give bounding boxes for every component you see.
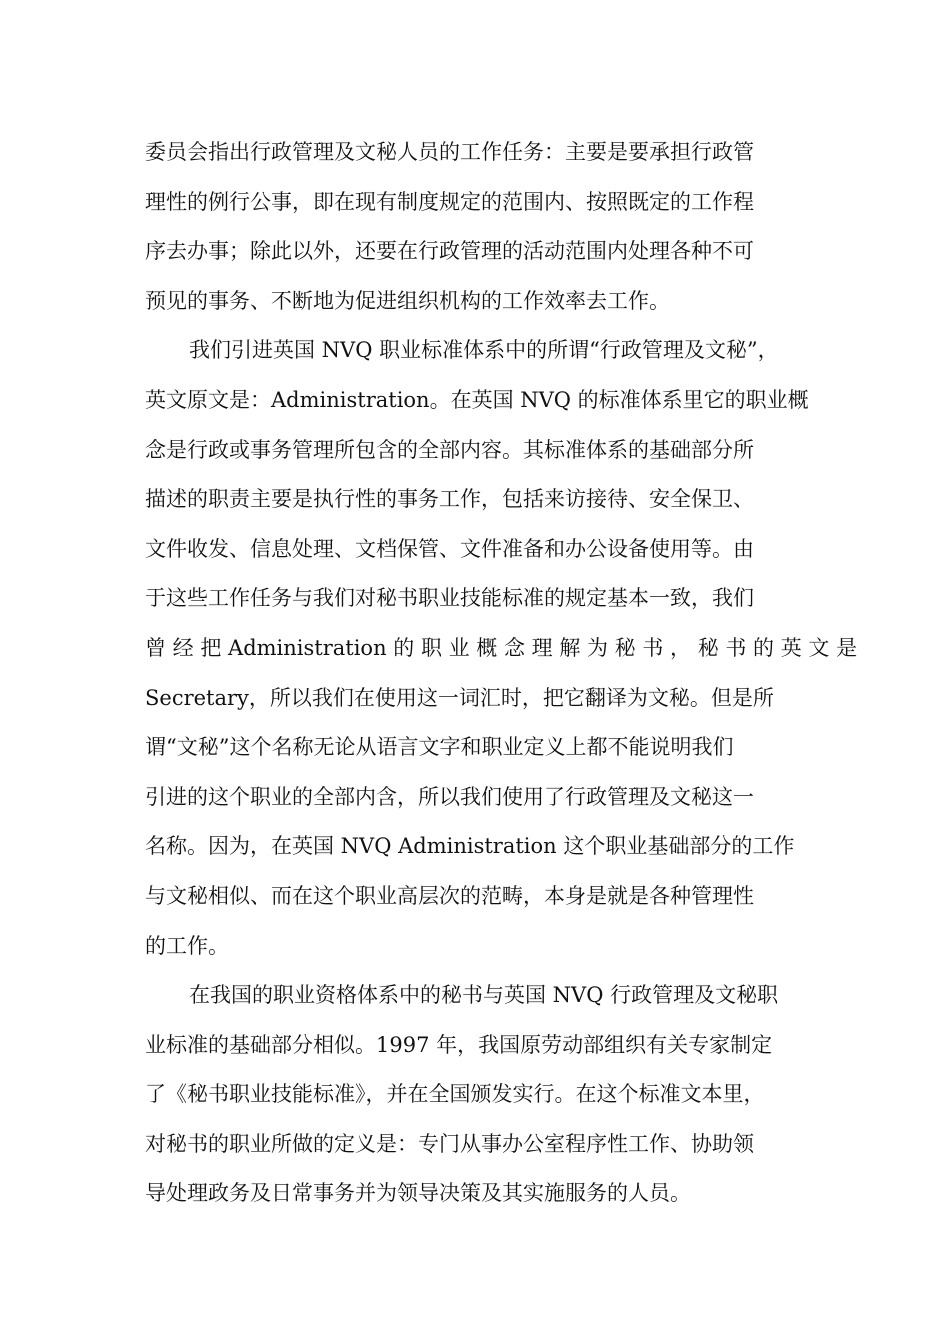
- paragraph-3-line-2: 业标准的基础部分相似。1997 年，我国原劳动部组织有关专家制定: [145, 1032, 773, 1057]
- paragraph-2-line-8: Secretary，所以我们在使用这一词汇时，把它翻译为文秘。但是所: [145, 685, 774, 710]
- paragraph-3-line-3: 了《秘书职业技能标准》，并在全国颁发实行。在这个标准文本里，: [145, 1082, 765, 1107]
- paragraph-2-line-2: 英文原文是：Administration。在英国 NVQ 的标准体系里它的职业概: [145, 387, 809, 412]
- paragraph-2-line-1: 我们引进英国 NVQ 职业标准体系中的所谓“行政管理及文秘”，: [189, 338, 779, 363]
- paragraph-1-line-1: 委员会指出行政管理及文秘人员的工作任务：主要是要承担行政管: [145, 140, 754, 164]
- paragraph-2-line-6: 于这些工作任务与我们对秘书职业技能标准的规定基本一致，我们: [145, 586, 754, 611]
- paragraph-2-line-3: 念是行政或事务管理所包含的全部内容。其标准体系的基础部分所: [145, 437, 754, 462]
- paragraph-2-line-12: 与文秘相似、而在这个职业高层次的范畴，本身是就是各种管理性: [145, 883, 754, 908]
- paragraph-2-line-10: 引进的这个职业的全部内含，所以我们使用了行政管理及文秘这一: [145, 784, 754, 809]
- paragraph-3-line-4: 对秘书的职业所做的定义是：专门从事办公室程序性工作、协助领: [145, 1131, 754, 1156]
- paragraph-2-line-5: 文件收发、信息处理、文档保管、文件准备和办公设备使用等。由: [145, 536, 754, 561]
- paragraph-1-line-2: 理性的例行公事，即在现有制度规定的范围内、按照既定的工作程: [145, 189, 754, 214]
- paragraph-2-line-4: 描述的职责主要是执行性的事务工作，包括来访接待、安全保卫、: [145, 487, 754, 512]
- document-body: [145, 128, 858, 1219]
- paragraph-2-line-11: 名称。因为，在英国 NVQ Administration 这个职业基础部分的工作: [145, 834, 795, 859]
- paragraph-2-line-9: 谓“文秘”这个名称无论从语言文字和职业定义上都不能说明我们: [145, 735, 734, 760]
- paragraph-2-line-7: 曾 经 把 Administration 的 职 业 概 念 理 解 为 秘 书 ， 秘 书 的 英 文 是: [145, 635, 858, 660]
- paragraph-1-line-3: 序去办事；除此以外，还要在行政管理的活动范围内处理各种不可: [145, 239, 754, 264]
- paragraph-1-line-4: 预见的事务、不断地为促进组织机构的工作效率去工作。: [145, 288, 670, 313]
- paragraph-3-line-5: 导处理政务及日常事务并为领导决策及其实施服务的人员。: [145, 1181, 691, 1206]
- paragraph-3-line-1: 在我国的职业资格体系中的秘书与英国 NVQ 行政管理及文秘职: [189, 983, 779, 1008]
- paragraph-2-line-13: 的工作。: [145, 933, 229, 958]
